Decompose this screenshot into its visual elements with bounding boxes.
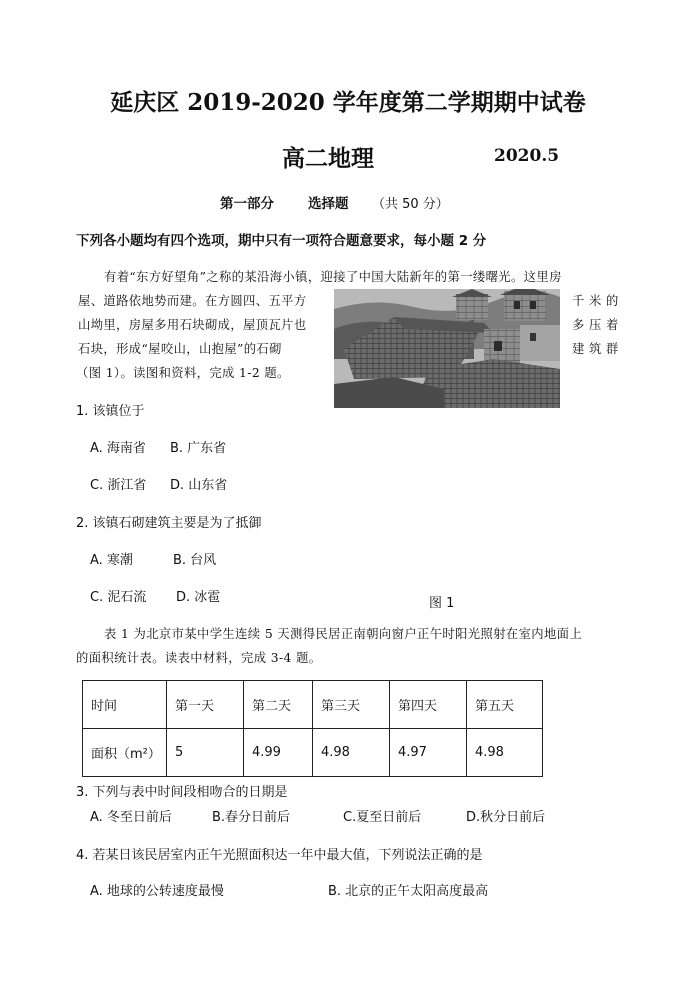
question-3-option-d: D.秋分日前后 — [466, 810, 546, 825]
question-3-option-a: A. 冬至日前后 — [90, 810, 172, 825]
section-points: （共 50 分） — [372, 197, 449, 212]
question-3-stem: 3. 下列与表中时间段相吻合的日期是 — [76, 785, 288, 800]
table-cell: 4.97 — [390, 729, 467, 777]
exam-date: 2020.5 — [494, 146, 560, 166]
passage1-line4-left: 石块，形成“屋咬山，山抱屋”的石砌 — [78, 342, 282, 356]
question-2-option-b: B. 台风 — [173, 553, 217, 568]
question-1-option-b: B. 广东省 — [170, 441, 227, 456]
question-1-stem: 1. 该镇位于 — [76, 404, 145, 419]
table-header-cell: 第三天 — [313, 681, 390, 729]
table-header-row — [83, 681, 543, 729]
question-4-option-a: A. 地球的公转速度最慢 — [90, 884, 224, 899]
exam-title: 延庆区 2019-2020 学年度第二学期期中试卷 — [110, 89, 586, 116]
question-2-option-c: C. 泥石流 — [90, 590, 147, 605]
exam-subject: 高二地理 — [282, 145, 374, 172]
figure1-stone-houses-photo — [334, 289, 560, 408]
passage2-line2: 的面积统计表。读表中材料，完成 3-4 题。 — [76, 651, 322, 665]
table-header-cell: 第五天 — [467, 681, 543, 729]
question-1-option-a: A. 海南省 — [90, 441, 146, 456]
part-label: 第一部分 — [220, 196, 274, 212]
table-cell: 4.99 — [244, 729, 313, 777]
passage1-line1: 有着“东方好望角”之称的某沿海小镇，迎接了中国大陆新年的第一缕曙光。这里房 — [104, 270, 562, 284]
passage1-line2-left: 屋、道路依地势而建。在方圆四、五平方 — [78, 294, 307, 308]
table-row — [83, 729, 543, 777]
table-header-cell: 第一天 — [167, 681, 244, 729]
table-cell: 4.98 — [313, 729, 390, 777]
passage1-line2-right: 千 米 的 — [572, 294, 619, 308]
table-header-cell: 时间 — [83, 681, 167, 729]
figure1-caption: 图 1 — [429, 596, 455, 611]
table-row-label: 面积（m²） — [83, 729, 167, 777]
question-1-option-d: D. 山东省 — [170, 478, 228, 493]
table-cell: 5 — [167, 729, 244, 777]
table-cell: 4.98 — [467, 729, 543, 777]
section-instructions: 下列各小题均有四个选项，期中只有一项符合题意要求，每小题 2 分 — [76, 233, 487, 249]
passage1-line4-right: 建 筑 群 — [572, 342, 619, 356]
question-2-option-d: D. 冰雹 — [176, 590, 221, 605]
question-1-option-c: C. 浙江省 — [90, 478, 147, 493]
question-4-option-b: B. 北京的正午太阳高度最高 — [328, 884, 489, 899]
question-3-option-c: C.夏至日前后 — [343, 810, 422, 825]
sunlight-area-table — [82, 680, 543, 777]
section-name: 选择题 — [308, 196, 349, 212]
question-4-stem: 4. 若某日该民居室内正午光照面积达一年中最大值，下列说法正确的是 — [76, 848, 483, 863]
table-header-cell: 第二天 — [244, 681, 313, 729]
question-3-option-b: B.春分日前后 — [212, 810, 291, 825]
table-header-cell: 第四天 — [390, 681, 467, 729]
passage2-line1: 表 1 为北京市某中学生连续 5 天测得民居正南朝向窗户正午时阳光照射在室内地面上 — [104, 627, 583, 641]
question-2-option-a: A. 寒潮 — [90, 553, 133, 568]
passage1-line5: （图 1）。读图和资料，完成 1-2 题。 — [76, 366, 290, 380]
passage1-line3-left: 山坳里，房屋多用石块砌成，屋顶瓦片也 — [78, 318, 307, 332]
passage1-line3-right: 多 压 着 — [572, 318, 619, 332]
question-2-stem: 2. 该镇石砌建筑主要是为了抵御 — [76, 516, 262, 531]
